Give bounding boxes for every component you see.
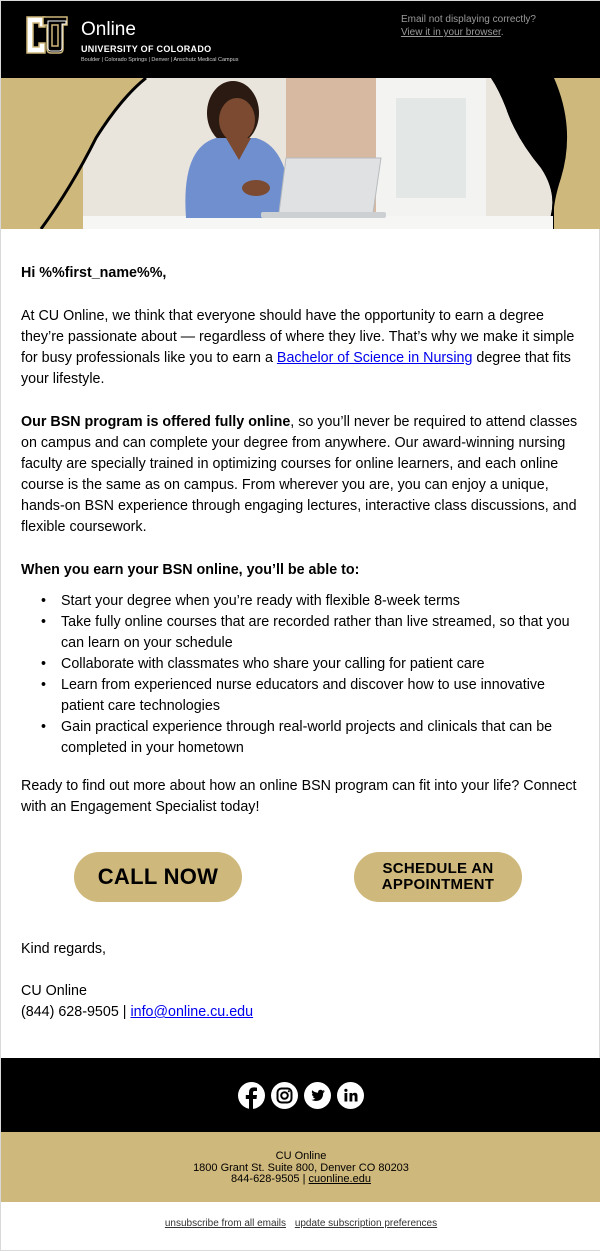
brand-online: Online — [81, 19, 136, 40]
signoff-org: CU Online — [21, 983, 87, 999]
brand-campuses: Boulder | Colorado Springs | Denver | Anschutz Medical Campus — [81, 57, 239, 63]
linkedin-icon[interactable] — [337, 1082, 364, 1109]
program-text: , so you’ll never be required to attend classes on campus and can complete your degree from anywhere. Our award-winning nursing faculty are specially trained in optimizing courses for online learners, and each online course is the same as on campus. From wherever you are, you can enjoy a unique, hands-on BSN experience through engaging lectures, interactive class discussions, and flexible coursework. — [21, 414, 578, 535]
signoff — [21, 939, 581, 1023]
footer-org: CU Online — [275, 1150, 327, 1162]
list-item: • Learn from experienced nurse educators and discover how to use innovative patient care technologies — [21, 675, 581, 717]
kind-regards: Kind regards, — [21, 941, 107, 957]
signoff-phone: (844) 628-9505 — [21, 1004, 119, 1020]
email-link[interactable]: info@online.cu.edu — [130, 1004, 254, 1020]
social-bar — [1, 1058, 600, 1132]
preheader-suffix: . — [500, 27, 504, 38]
list-item: • Collaborate with classmates who share your calling for patient care — [21, 654, 581, 675]
twitter-icon[interactable] — [304, 1082, 331, 1109]
list-item: • Start your degree when you’re ready with flexible 8-week terms — [21, 591, 581, 612]
instagram-icon[interactable] — [271, 1082, 298, 1109]
cu-logo-icon — [21, 11, 73, 59]
list-item: • Gain practical experience through real-world projects and clinicals that can be completed in your hometown — [21, 717, 581, 759]
benefits-list — [21, 591, 581, 759]
intro-text-2: degree that fits your lifestyle. — [21, 350, 571, 387]
subscription-links — [1, 1202, 600, 1250]
bsn-program-link[interactable]: Bachelor of Science in Nursing — [276, 350, 473, 366]
website-link[interactable]: cuonline.edu — [308, 1173, 371, 1185]
nurse-laptop-illustration — [1, 78, 600, 229]
footer-contact — [1, 1174, 600, 1186]
footer-street: 1800 Grant St. Suite 800, Denver CO 80203 — [193, 1161, 409, 1174]
hero-image — [1, 78, 600, 229]
schedule-appointment-button[interactable]: SCHEDULE AN APPOINTMENT — [354, 852, 522, 902]
list-item: • Take fully online courses that are recorded rather than live streamed, so that you can learn on your schedule — [21, 612, 581, 654]
preheader — [401, 13, 536, 39]
footer-phone: 844-628-9505 — [231, 1173, 300, 1185]
program-paragraph — [21, 412, 581, 538]
benefits-heading: When you earn your BSN online, you’ll be able to: — [21, 562, 360, 578]
facebook-icon[interactable] — [238, 1082, 265, 1109]
intro-paragraph — [21, 306, 581, 390]
footer-separator: | — [299, 1173, 309, 1185]
closing-paragraph: Ready to find out more about how an online BSN program can fit into your life? Connect with an Engagement Specialist today! — [21, 778, 577, 815]
intro-text-1: At CU Online, we think that everyone should have the opportunity to earn a degree they’re passionate about — regardless of where they live. That’s why we make it simple for busy professionals like you to earn a — [21, 308, 575, 366]
view-in-browser-link[interactable]: View it in your browser — [400, 27, 501, 38]
signoff-separator: | — [118, 1004, 131, 1020]
preferences-link[interactable]: update subscription preferences — [294, 1218, 438, 1229]
program-bold-text: Our BSN program is offered fully online — [21, 414, 291, 430]
footer-address — [1, 1132, 600, 1202]
preheader-text: Email not displaying correctly? — [400, 14, 536, 25]
unsubscribe-link[interactable]: unsubscribe from all emails — [164, 1218, 287, 1229]
call-now-button[interactable]: CALL NOW — [74, 852, 242, 902]
signoff-contact — [21, 1002, 581, 1023]
brand-university: UNIVERSITY OF COLORADO — [81, 44, 212, 54]
email-body — [21, 263, 581, 818]
greeting: Hi %%first_name%%, — [21, 265, 167, 281]
email-header — [1, 1, 600, 78]
